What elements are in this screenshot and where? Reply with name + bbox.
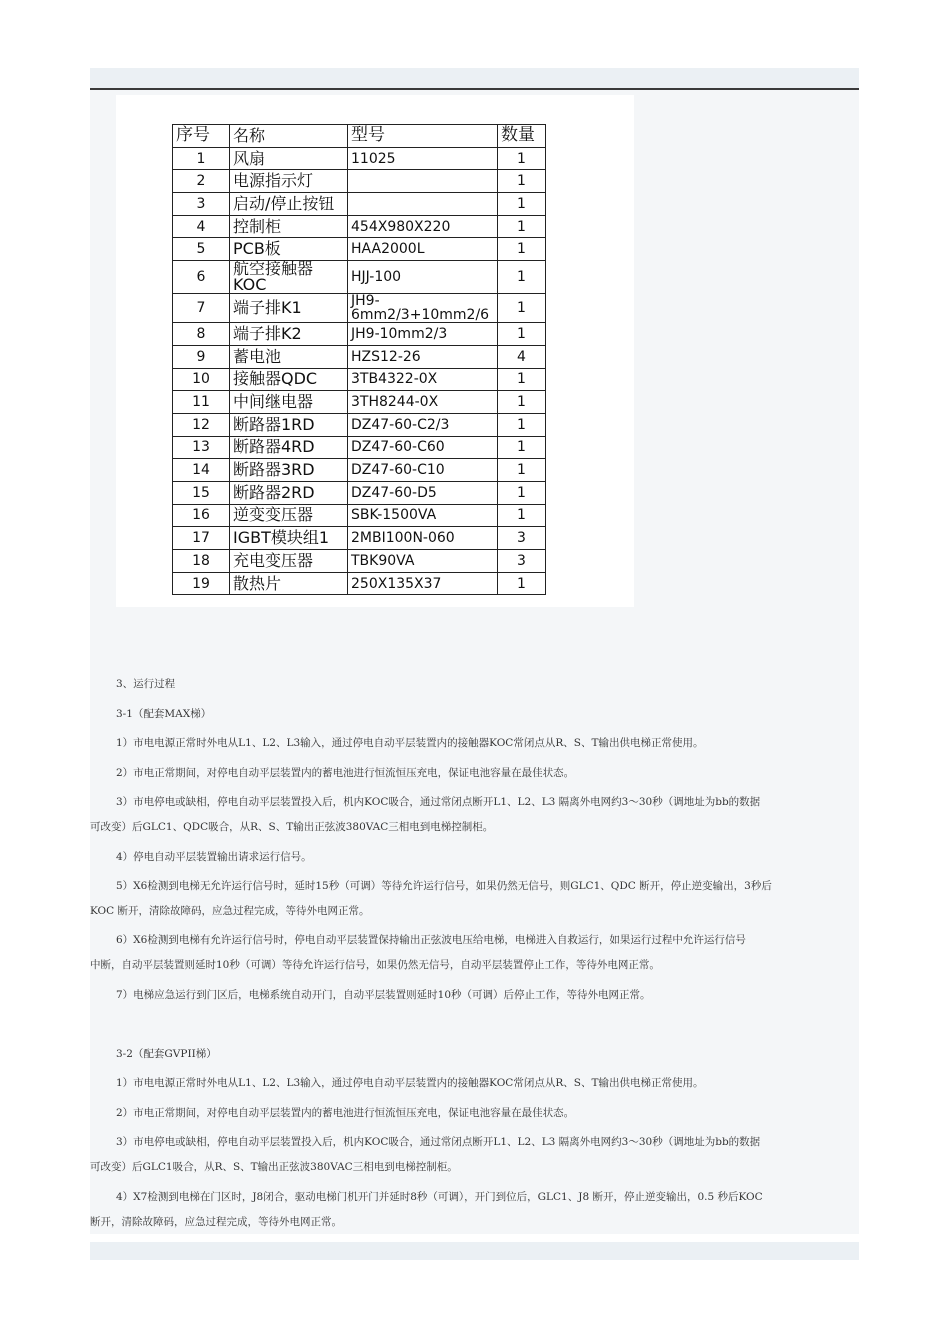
cell-name: 断路器2RD	[230, 481, 348, 504]
cell-qty: 1	[498, 459, 546, 482]
cell-model: DZ47-60-C10	[348, 459, 498, 482]
cell-qty: 1	[498, 294, 546, 323]
para-3-1-3-line1: 3）市电停电或缺相，停电自动平层装置投入后，机内KOC吸合，通过常闭点断开L1、L2、L3 隔离外电网约3～30秒（调地址为bb的数据	[116, 796, 761, 808]
cell-qty: 4	[498, 345, 546, 368]
cell-model: SBK-1500VA	[348, 504, 498, 527]
para-3-2-1: 1）市电电源正常时外电从L1、L2、L3输入，通过停电自动平层装置内的接触器KOC常闭点从R、S、T输出供电梯正常使用。	[116, 1077, 704, 1089]
cell-model: 454X980X220	[348, 215, 498, 238]
section-heading: 3、运行过程	[116, 678, 176, 690]
cell-qty: 1	[498, 368, 546, 391]
header-model: 型号	[348, 125, 498, 148]
cell-name: 散热片	[230, 572, 348, 595]
para-3-1-4: 4）停电自动平层装置输出请求运行信号。	[116, 851, 312, 863]
cell-name: 端子排K1	[230, 294, 348, 323]
cell-qty: 1	[498, 170, 546, 193]
header-no: 序号	[173, 125, 230, 148]
table-row	[173, 323, 546, 346]
cell-name: IGBT模块组1	[230, 527, 348, 550]
cell-no: 4	[173, 215, 230, 238]
cell-qty: 1	[498, 238, 546, 261]
cell-qty: 1	[498, 436, 546, 459]
cell-model: TBK90VA	[348, 550, 498, 573]
cell-no: 19	[173, 572, 230, 595]
cell-no: 16	[173, 504, 230, 527]
table-row	[173, 147, 546, 170]
para-3-1-5-line1: 5）X6检测到电梯无允许运行信号时，延时15秒（可调）等待允许运行信号，如果仍然无信号，则GLC1、QDC 断开，停止逆变输出，3秒后	[116, 880, 772, 892]
cell-model	[348, 193, 498, 216]
cell-name: 接触器QDC	[230, 368, 348, 391]
cell-name: 充电变压器	[230, 550, 348, 573]
cell-no: 10	[173, 368, 230, 391]
cell-no: 11	[173, 391, 230, 414]
cell-model: JH9-10mm2/3	[348, 323, 498, 346]
para-3-2-4-line2: 断开，清除故障码，应急过程完成，等待外电网正常。	[90, 1216, 342, 1228]
cell-name: 中间继电器	[230, 391, 348, 414]
cell-no: 8	[173, 323, 230, 346]
cell-name: 航空接触器KOC	[230, 261, 348, 294]
cell-no: 9	[173, 345, 230, 368]
table-row	[173, 345, 546, 368]
parts-table	[172, 124, 546, 595]
para-3-2-3-line2: 可改变）后GLC1吸合，从R、S、T输出正弦波380VAC三相电到电梯控制柜。	[90, 1161, 458, 1173]
table-row	[173, 504, 546, 527]
cell-qty: 1	[498, 572, 546, 595]
cell-no: 2	[173, 170, 230, 193]
cell-name: PCB板	[230, 238, 348, 261]
cell-name: 逆变变压器	[230, 504, 348, 527]
bottom-band	[90, 1242, 859, 1260]
cell-model: 3TH8244-0X	[348, 391, 498, 414]
table-row	[173, 193, 546, 216]
table-row	[173, 436, 546, 459]
cell-model: HAA2000L	[348, 238, 498, 261]
table-row	[173, 261, 546, 294]
para-3-1-1: 1）市电电源正常时外电从L1、L2、L3输入，通过停电自动平层装置内的接触器KOC常闭点从R、S、T输出供电梯正常使用。	[116, 737, 704, 749]
subsection-3-1: 3-1（配套MAX梯）	[116, 708, 212, 720]
subsection-3-2: 3-2（配套GVPII梯）	[116, 1048, 217, 1060]
cell-no: 12	[173, 413, 230, 436]
cell-model: DZ47-60-C60	[348, 436, 498, 459]
cell-no: 5	[173, 238, 230, 261]
cell-name: 启动/停止按钮	[230, 193, 348, 216]
cell-name: 电源指示灯	[230, 170, 348, 193]
header-qty: 数量	[498, 125, 546, 148]
para-3-2-4-line1: 4）X7检测到电梯在门区时，J8闭合，驱动电梯门机开门并延时8秒（可调），开门到位后，GLC1、J8 断开，停止逆变输出，0.5 秒后KOC	[116, 1191, 763, 1203]
table-row	[173, 215, 546, 238]
cell-name: 风扇	[230, 147, 348, 170]
cell-name: 控制柜	[230, 215, 348, 238]
cell-no: 18	[173, 550, 230, 573]
cell-qty: 1	[498, 504, 546, 527]
cell-qty: 3	[498, 527, 546, 550]
cell-model: DZ47-60-C2/3	[348, 413, 498, 436]
para-3-1-3-line2: 可改变）后GLC1、QDC吸合，从R、S、T输出正弦波380VAC三相电到电梯控制柜。	[90, 821, 494, 833]
cell-qty: 1	[498, 261, 546, 294]
para-3-1-6-line1: 6）X6检测到电梯有允许运行信号时，停电自动平层装置保持输出正弦波电压给电梯，电梯进入自救运行，如果运行过程中允许运行信号	[116, 934, 746, 946]
para-3-2-3-line1: 3）市电停电或缺相，停电自动平层装置投入后，机内KOC吸合，通过常闭点断开L1、L2、L3 隔离外电网约3～30秒（调地址为bb的数据	[116, 1136, 761, 1148]
cell-no: 14	[173, 459, 230, 482]
cell-name: 蓄电池	[230, 345, 348, 368]
cell-model: 11025	[348, 147, 498, 170]
para-3-1-2: 2）市电正常期间，对停电自动平层装置内的蓄电池进行恒流恒压充电，保证电池容量在最佳状态。	[116, 767, 575, 779]
table-body	[173, 147, 546, 595]
cell-model: HZS12-26	[348, 345, 498, 368]
cell-qty: 1	[498, 193, 546, 216]
table-row	[173, 391, 546, 414]
table-header-row	[173, 125, 546, 148]
cell-qty: 1	[498, 481, 546, 504]
cell-model	[348, 170, 498, 193]
para-3-2-2: 2）市电正常期间，对停电自动平层装置内的蓄电池进行恒流恒压充电，保证电池容量在最佳状态。	[116, 1107, 575, 1119]
para-3-1-6-line2: 中断，自动平层装置则延时10秒（可调）等待允许运行信号，如果仍然无信号，自动平层装置停止工作，等待外电网正常。	[90, 959, 660, 971]
cell-qty: 1	[498, 413, 546, 436]
cell-model: DZ47-60-D5	[348, 481, 498, 504]
cell-no: 3	[173, 193, 230, 216]
cell-qty: 1	[498, 323, 546, 346]
cell-qty: 1	[498, 391, 546, 414]
header-name: 名称	[230, 125, 348, 148]
cell-no: 15	[173, 481, 230, 504]
cell-name: 端子排K2	[230, 323, 348, 346]
cell-qty: 3	[498, 550, 546, 573]
cell-qty: 1	[498, 215, 546, 238]
table-row	[173, 459, 546, 482]
table-row	[173, 238, 546, 261]
table-row	[173, 572, 546, 595]
cell-no: 7	[173, 294, 230, 323]
cell-name: 断路器4RD	[230, 436, 348, 459]
document-body	[90, 90, 859, 1234]
top-band	[90, 68, 859, 88]
cell-model: 3TB4322-0X	[348, 368, 498, 391]
cell-name: 断路器3RD	[230, 459, 348, 482]
para-3-1-5-line2: KOC 断开，清除故障码，应急过程完成，等待外电网正常。	[90, 905, 370, 917]
table-row	[173, 368, 546, 391]
para-3-1-7: 7）电梯应急运行到门区后，电梯系统自动开门，自动平层装置则延时10秒（可调）后停止工作，等待外电网正常。	[116, 989, 651, 1001]
parts-table-image	[116, 95, 634, 607]
cell-no: 17	[173, 527, 230, 550]
cell-model: JH9-6mm2/3+10mm2/6	[348, 294, 498, 323]
table-row	[173, 413, 546, 436]
table-row	[173, 170, 546, 193]
cell-model: HJJ-100	[348, 261, 498, 294]
cell-qty: 1	[498, 147, 546, 170]
cell-no: 13	[173, 436, 230, 459]
cell-name: 断路器1RD	[230, 413, 348, 436]
cell-no: 6	[173, 261, 230, 294]
cell-model: 250X135X37	[348, 572, 498, 595]
table-row	[173, 294, 546, 323]
cell-model: 2MBI100N-060	[348, 527, 498, 550]
table-row	[173, 527, 546, 550]
table-row	[173, 481, 546, 504]
table-row	[173, 550, 546, 573]
cell-no: 1	[173, 147, 230, 170]
